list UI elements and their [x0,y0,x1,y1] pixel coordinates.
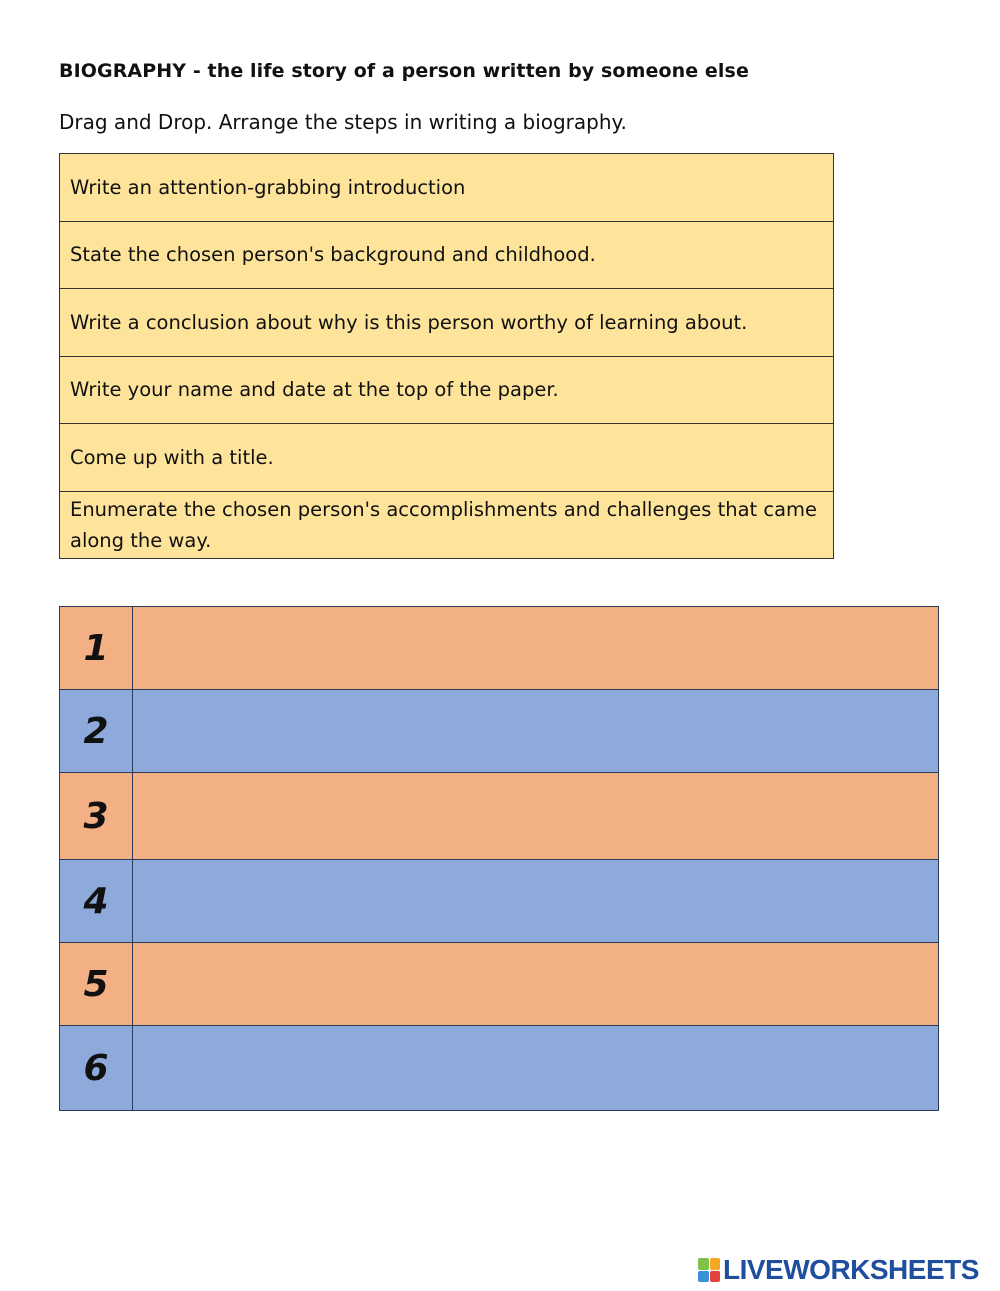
logo-square-4 [710,1271,721,1283]
liveworksheets-logo[interactable] [698,1255,979,1285]
answer-row [60,943,938,1026]
answer-row [60,607,938,690]
page-title: BIOGRAPHY - the life story of a person written by someone else [59,60,749,82]
instructions-text: Drag and Drop. Arrange the steps in writing a biography. [59,110,627,134]
answer-row [60,1026,938,1110]
draggable-step[interactable]: Come up with a title. [60,424,833,492]
row-number: 1 [60,607,133,689]
answer-row [60,773,938,860]
answer-row [60,690,938,773]
draggable-step[interactable]: Write an attention-grabbing introduction [60,154,833,222]
draggable-step[interactable]: State the chosen person's background and childhood. [60,222,833,290]
answer-table [59,606,939,1111]
row-number: 5 [60,943,133,1025]
logo-text: LIVEWORKSHEETS [723,1254,979,1285]
draggable-steps-list [59,153,834,559]
draggable-step[interactable]: Write a conclusion about why is this person worthy of learning about. [60,289,833,357]
draggable-step[interactable]: Write your name and date at the top of the paper. [60,357,833,425]
drop-zone[interactable] [133,607,938,689]
row-number: 2 [60,690,133,772]
logo-square-1 [698,1258,709,1270]
answer-row [60,860,938,943]
drop-zone[interactable] [133,773,938,859]
drop-zone[interactable] [133,690,938,772]
draggable-step[interactable]: Enumerate the chosen person's accomplishments and challenges that came along the way. [60,492,833,558]
liveworksheets-logo-icon [698,1258,720,1282]
drop-zone[interactable] [133,860,938,942]
row-number: 3 [60,773,133,859]
row-number: 4 [60,860,133,942]
row-number: 6 [60,1026,133,1110]
drop-zone[interactable] [133,1026,938,1110]
drop-zone[interactable] [133,943,938,1025]
logo-square-2 [710,1258,721,1270]
logo-square-3 [698,1271,709,1283]
